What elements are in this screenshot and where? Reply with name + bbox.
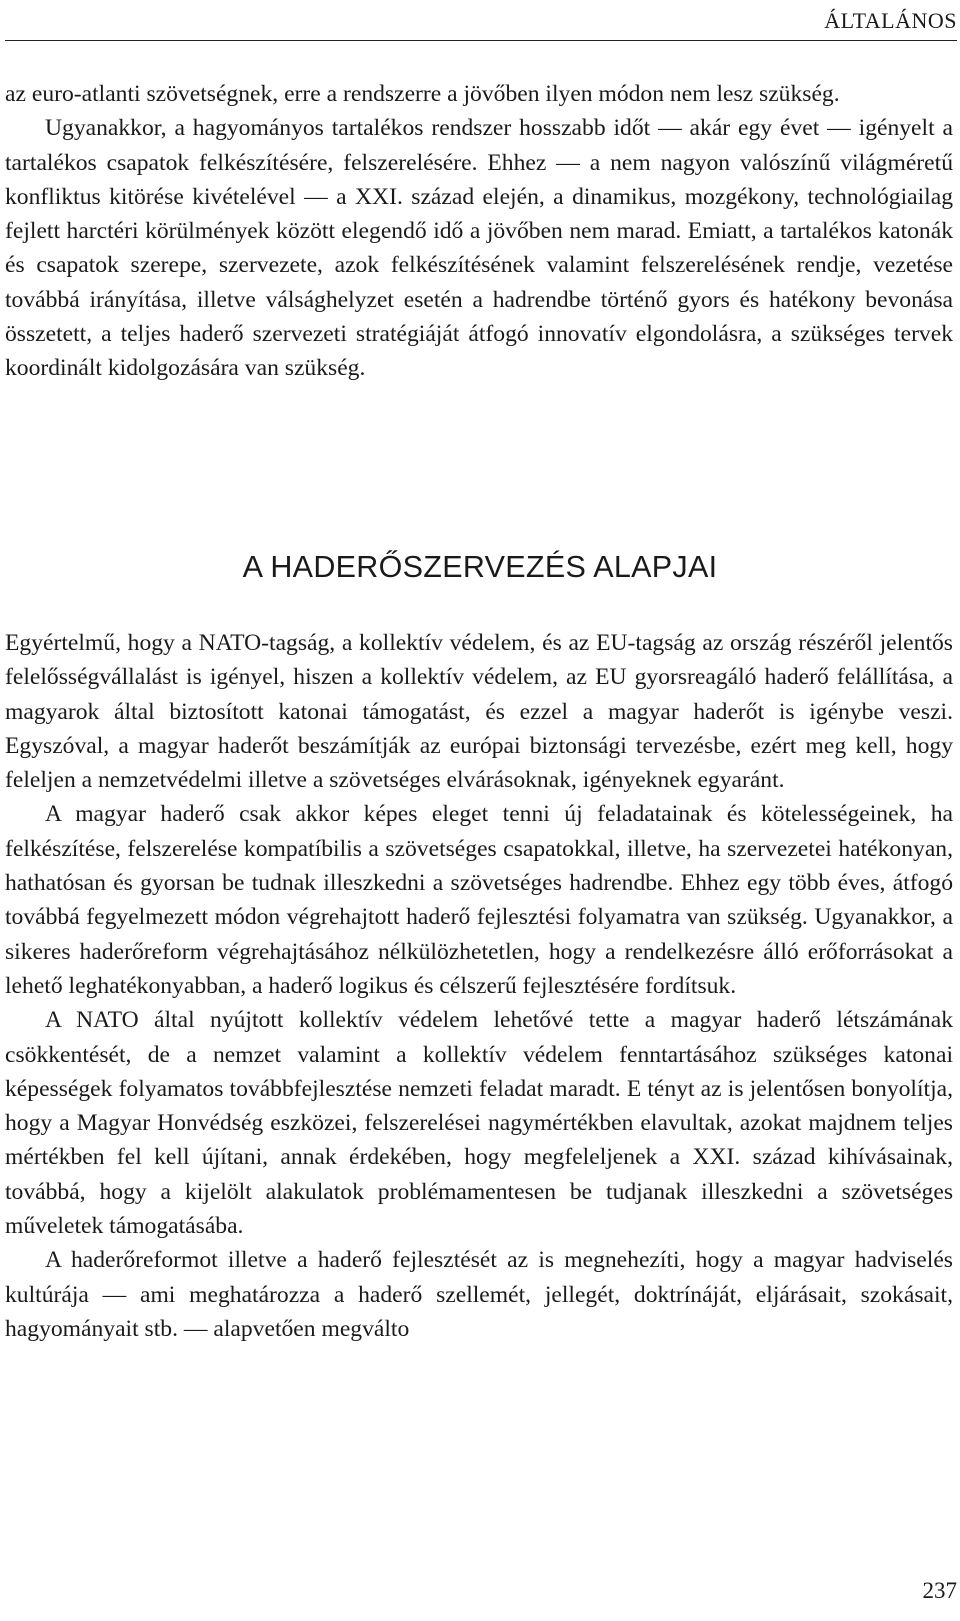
header-rule (5, 40, 957, 41)
paragraph: A magyar haderő csak akkor képes eleget tenni új feladatainak és kötelességeinek, ha felkészítése, felszerelése kompatíbilis a szövetséges csapatokkal, illetve, ha szervezetei hatékonyan, hathatósan és gyorsan be tudnak illeszkedni a szövetséges hadrendbe. Ehhez egy több éves, átfogó továbbá fegyelmezett módon végrehajtott haderő fejlesztési folyamatra van szükség. Ugyanakkor, a sikeres haderőreform végrehajtásához nélkülözhetetlen, hogy a rendelkezésre álló erőforrásokat a lehető leghatékonyabban, a haderő logikus és célszerű fejlesztésére fordítsuk. (5, 801, 953, 999)
running-header: ÁLTALÁNOS (824, 8, 957, 33)
intro-text (5, 77, 953, 386)
section-text (5, 626, 953, 1346)
paragraph: Egyértelmű, hogy a NATO-tagság, a kollektív védelem, és az EU-tagság az ország részéről jelentős felelősségvállalást is igényel, hiszen a kollektív védelem, az EU gyorsreagáló haderő felállítása, a magyarok által biztosított katonai támogatást, és ezzel a magyar haderőt is igénybe veszi. Egyszóval, a magyar haderőt beszámítják az európai biztonsági tervezésbe, ezért meg kell, hogy feleljen a nemzetvédelmi illetve a szövetséges elvárásoknak, igényeknek egyaránt. (5, 630, 953, 794)
page-number: 237 (922, 1578, 957, 1603)
paragraph: az euro-atlanti szövetségnek, erre a rendszerre a jövőben ilyen módon nem lesz szükség. (5, 81, 840, 107)
paragraph: A haderőreformot illetve a haderő fejlesztését az is megnehezíti, hogy a magyar hadviselés kultúrája — ami meghatározza a haderő szellemét, jellegét, doktrínáját, eljárásait, szokásait, hagyományait stb. — alapvetően megválto (5, 1247, 953, 1342)
section-heading: A HADERŐSZERVEZÉS ALAPJAI (242, 550, 718, 584)
paragraph: A NATO által nyújtott kollektív védelem lehetővé tette a magyar haderő létszámának csökkentését, de a nemzet valamint a kollektív védelem fenntartásához szükséges katonai képességek folyamatos továbbfejlesztése nemzeti feladat maradt. E tényt az is jelentősen bonyolítja, hogy a Magyar Honvédség eszközei, felszerelései nagymértékben elavultak, azokat majdnem teljes mértékben fel kell újítani, annak érdekében, hogy megfeleljenek a XXI. század kihívásainak, továbbá, hogy a kijelölt alakulatok problémamentesen be tudjanak illeszkedni a szövetséges műveletek támogatásába. (5, 1007, 953, 1240)
paragraph: Ugyanakkor, a hagyományos tartalékos rendszer hosszabb időt — akár egy évet — igényelt a tartalékos csapatok felkészítésére, felszerelésére. Ehhez — a nem nagyon valószínű világméretű konfliktus kitörése kivételével — a XXI. század elején, a dinamikus, mozgékony, technológiailag fejlett harctéri körülmények között elegendő idő a jövőben nem marad. Emiatt, a tartalékos katonák és csapatok szerepe, szervezete, azok felkészítésének valamint felszerelésének rendje, vezetése továbbá irányítása, illetve válsághelyzet esetén a hadrendbe történő gyors és hatékony bevonása összetett, a teljes haderő szervezeti stratégiáját átfogó innovatív elgondolásra, a szükséges tervek koordinált kidolgozására van szükség. (5, 115, 953, 382)
